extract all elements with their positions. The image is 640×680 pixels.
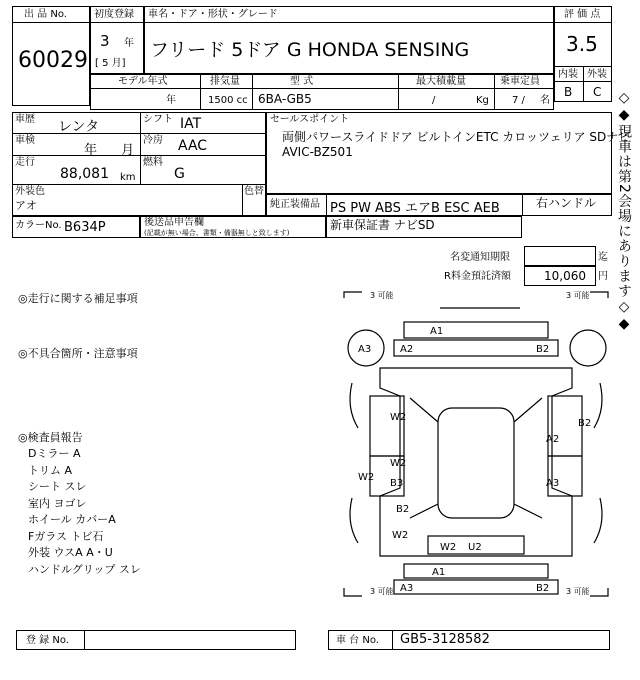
damage-mark: B2 <box>536 583 550 594</box>
capacity-value: 7 / <box>512 95 525 106</box>
lot-number: 60029 <box>18 48 88 73</box>
fuel-value: G <box>174 166 185 182</box>
right-rear-door <box>548 456 582 496</box>
shift-value: IAT <box>180 116 202 132</box>
damage-mark: W2 <box>358 472 375 483</box>
type-value: 6BA-GB5 <box>258 92 312 106</box>
car-damage-diagram <box>340 288 612 600</box>
history-label: 車歴 <box>15 114 35 125</box>
reg-no-label: 登 録 No. <box>26 635 69 646</box>
damage-mark: W2 <box>440 542 457 553</box>
lot-label-underline <box>12 22 90 23</box>
inspector-item: ハンドルグリップ スレ <box>28 562 141 576</box>
side-note: ◇◆現車は第2会場にあります◇◆ <box>616 90 632 333</box>
mileage-value: 88,081 <box>60 166 109 182</box>
fee-label: R料金預託済額 <box>444 271 511 282</box>
interior-label: 内装 <box>558 69 578 80</box>
rear-bumper <box>404 564 548 578</box>
rear-window-lines <box>410 504 542 518</box>
color-no-label: カラーNo. <box>15 220 62 231</box>
damage-mark: A3 <box>358 344 372 355</box>
fee-unit: 円 <box>598 271 608 282</box>
score-value: 3.5 <box>566 32 598 56</box>
max-load-unit: Kg <box>476 95 489 106</box>
equipment-value: PS PW ABS エアB ESC AEB <box>330 201 500 216</box>
rear-lower-bumper <box>394 580 558 594</box>
right-fender <box>594 383 602 428</box>
roof <box>438 408 514 518</box>
corner-label: 3 可能 <box>370 587 394 596</box>
max-load-value: / <box>432 95 436 106</box>
damage-mark: W2 <box>390 412 407 423</box>
inspector-item: Dミラー A <box>28 447 81 460</box>
docs-label: 後送品申告欄 <box>144 217 204 228</box>
displacement-value: 1500 cc <box>208 95 248 106</box>
chassis-value: GB5-3128582 <box>400 632 490 647</box>
corner-label: 3 可能 <box>566 587 590 596</box>
damage-mark: U2 <box>468 542 482 553</box>
damage-mark: B2 <box>396 504 410 515</box>
inspector-item: トリム A <box>28 463 73 477</box>
grade-divider-h <box>554 81 612 82</box>
windshield-lines <box>410 398 542 422</box>
exterior-grade: C <box>593 85 602 99</box>
fuel-label: 燃料 <box>143 157 163 168</box>
repaint-label: 色替 <box>244 186 264 197</box>
ext-color-label: 外装色 <box>15 186 45 197</box>
damage-mark: B2 <box>578 418 592 429</box>
docs-note: (記載が無い場合、書類・備器無しと致します) <box>144 229 290 237</box>
exterior-label: 外装 <box>587 69 607 80</box>
left-front-door <box>370 396 407 456</box>
corner-label: 3 可能 <box>370 291 394 300</box>
inspector-item: Fガラス トビ石 <box>28 529 104 543</box>
ac-value: AAC <box>178 138 208 154</box>
inspection-value: 年 月 <box>84 143 135 158</box>
equipment-div2 <box>522 194 523 216</box>
defects-notes-label: ◎不具合箇所・注意事項 <box>18 347 138 360</box>
corner-bracket <box>344 292 362 298</box>
first-reg-year: 3 <box>100 32 110 50</box>
driving-notes-label: ◎走行に関する補足事項 <box>18 292 138 305</box>
inspector-item: 外装 ウスA A・U <box>28 546 113 559</box>
damage-mark: W2 <box>392 530 409 541</box>
specs-row2 <box>12 155 266 156</box>
specs-vdiv2 <box>242 184 243 216</box>
inspector-label: ◎検査員報告 <box>18 431 83 444</box>
capacity-label: 乗車定員 <box>500 76 540 87</box>
spec-row-mid <box>90 88 554 89</box>
capacity-unit: 名 <box>540 95 550 106</box>
fee-value: 10,060 <box>544 269 586 283</box>
inspector-item: 室内 ヨゴレ <box>28 496 87 510</box>
spec-div-2 <box>252 74 253 110</box>
front-right-wheel <box>570 330 606 366</box>
inspector-item: シート スレ <box>28 480 87 493</box>
damage-mark: A3 <box>400 583 414 594</box>
sales-point-line2: AVIC-BZ501 <box>282 145 353 159</box>
damage-mark: A2 <box>546 434 560 445</box>
damage-mark: A1 <box>430 326 444 337</box>
corner-bracket <box>590 588 608 596</box>
reg-no-div <box>84 630 85 650</box>
sales-point-label: セールスポイント <box>270 114 350 125</box>
front-hood-strip <box>394 340 558 356</box>
spec-div-3 <box>398 74 399 110</box>
damage-mark: B2 <box>536 344 550 355</box>
model-year-value: 年 <box>166 95 176 106</box>
sales-point-line1: 両側パワースライドドア ビルトインETC カロッツェリア SDナビ <box>282 130 631 144</box>
grade-divider-v <box>583 66 584 102</box>
lot-label: 出 品 No. <box>24 9 67 20</box>
inspector-list <box>28 446 141 578</box>
interior-grade: B <box>564 85 573 99</box>
model-year-label: モデル年式 <box>118 76 168 87</box>
first-reg-month: [ 5 月] <box>95 58 126 69</box>
right-front-door <box>548 396 582 456</box>
corner-bracket <box>344 588 362 596</box>
equipment-label: 純正装備品 <box>270 199 320 210</box>
ac-label: 冷房 <box>143 135 163 146</box>
first-reg-label: 初度登録 <box>94 9 134 20</box>
front-bumper <box>404 322 548 338</box>
spec-div-1 <box>200 74 201 110</box>
equipment-div1 <box>326 194 327 216</box>
left-rear-fender <box>350 498 358 543</box>
max-load-label: 最大積載量 <box>416 76 466 87</box>
first-reg-year-unit: 年 <box>124 38 134 49</box>
shift-label: シフト <box>143 114 173 125</box>
deadline-label: 名変通知期限 <box>450 252 510 263</box>
color-no-value: B634P <box>64 220 106 235</box>
mileage-label: 走行 <box>15 157 35 168</box>
mileage-unit: km <box>120 172 136 183</box>
deadline-box <box>524 246 596 266</box>
corner-label: 3 可能 <box>566 291 590 300</box>
displacement-label: 排気量 <box>210 76 240 87</box>
specs-vdiv <box>140 112 141 184</box>
specs-box <box>12 112 266 216</box>
specs-row3 <box>12 184 266 185</box>
history-value: レンタ <box>58 119 100 135</box>
car-body-outline <box>380 368 572 556</box>
car-name-label: 車名・ドア・形状・グレード <box>148 9 278 20</box>
specs-row1 <box>12 133 266 134</box>
score-label: 評 価 点 <box>564 9 601 20</box>
inspection-label: 車検 <box>15 135 35 146</box>
corner-bracket <box>590 292 608 298</box>
chassis-div <box>392 630 393 650</box>
warranty-value: 新車保証書 ナビSD <box>330 218 435 232</box>
score-underline <box>554 22 612 23</box>
type-label: 型 式 <box>290 76 314 87</box>
car-name: フリード 5ドア G HONDA SENSING <box>150 39 470 61</box>
damage-mark: A3 <box>546 478 560 489</box>
chassis-label: 車 台 No. <box>336 635 379 646</box>
left-fender <box>350 383 358 428</box>
damage-mark: A1 <box>432 567 446 578</box>
inspector-item: ホイール カバーA <box>28 513 116 526</box>
steering-value: 右ハンドル <box>536 196 597 210</box>
spec-div-4 <box>494 74 495 110</box>
damage-mark: B3 <box>390 478 404 489</box>
right-rear-fender <box>594 498 602 543</box>
damage-mark: W2 <box>390 458 407 469</box>
damage-mark: A2 <box>400 344 414 355</box>
ext-color-value: アオ <box>15 199 37 212</box>
deadline-suffix: 迄 <box>598 252 608 263</box>
